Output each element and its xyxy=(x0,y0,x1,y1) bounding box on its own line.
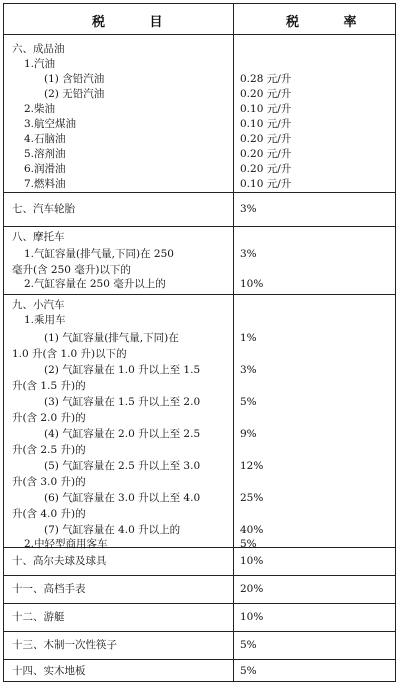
tax-item-text: 升(含 4.0 升)的 xyxy=(12,508,86,520)
tax-rate-value: 10% xyxy=(240,278,264,290)
tax-rate-value: 10% xyxy=(240,611,264,623)
tax-item-text: (6) 气缸容量在 3.0 升以上至 4.0 xyxy=(44,492,201,504)
header-item: 税 目 xyxy=(92,15,183,30)
tax-item-text: 1.乘用车 xyxy=(24,314,66,326)
tax-rate-value: 0.20 元/升 xyxy=(240,148,292,160)
tax-item-text: 2.柴油 xyxy=(24,103,56,115)
tax-rate-value: 5% xyxy=(240,396,257,408)
tax-rate-table xyxy=(3,3,396,682)
tax-item-text: 升(含 2.0 升)的 xyxy=(12,412,86,424)
tax-rate-value: 3% xyxy=(240,248,257,260)
tax-rate-value: 0.20 元/升 xyxy=(240,163,292,175)
tax-rate-value: 5% xyxy=(240,665,257,677)
tax-rate-value: 3% xyxy=(240,364,257,376)
tax-rate-value: 25% xyxy=(240,492,264,504)
tax-item-text: (3) 气缸容量在 1.5 升以上至 2.0 xyxy=(44,396,201,408)
tax-rate-value: 10% xyxy=(240,555,264,567)
tax-rate-value: 0.28 元/升 xyxy=(240,73,292,85)
tax-item-text: 十一、高档手表 xyxy=(12,583,86,595)
table-section xyxy=(4,34,395,193)
table-section xyxy=(4,226,395,295)
tax-item-text: 九、小汽车 xyxy=(12,299,65,311)
tax-rate-value: 1% xyxy=(240,332,257,344)
table-section xyxy=(4,575,395,604)
tax-item-text: (2) 气缸容量在 1.0 升以上至 1.5 xyxy=(44,364,201,376)
tax-rate-value: 3% xyxy=(240,203,257,215)
tax-item-text: 2.气缸容量在 250 毫升以上的 xyxy=(24,278,166,290)
tax-rate-value: 5% xyxy=(240,639,257,651)
tax-item-text: 7.燃料油 xyxy=(24,178,66,190)
tax-item-text: 十四、实木地板 xyxy=(12,665,86,677)
tax-item-text: 十三、木制一次性筷子 xyxy=(12,639,117,651)
tax-item-text: 升(含 1.5 升)的 xyxy=(12,380,86,392)
tax-item-text: 毫升(含 250 毫升)以下的 xyxy=(12,264,131,276)
tax-rate-value: 0.10 元/升 xyxy=(240,178,292,190)
table-section xyxy=(4,603,395,632)
tax-rate-value: 20% xyxy=(240,583,264,595)
table-section xyxy=(4,631,395,660)
tax-item-text: 6.润滑油 xyxy=(24,163,66,175)
tax-rate-value: 0.10 元/升 xyxy=(240,118,292,130)
tax-rate-value: 40% xyxy=(240,524,264,536)
tax-item-text: 十、高尔夫球及球具 xyxy=(12,555,107,567)
tax-rate-value: 5% xyxy=(240,538,257,550)
tax-item-text: 十二、游艇 xyxy=(12,611,65,623)
tax-item-text: (1) 含铅汽油 xyxy=(44,73,105,85)
tax-item-text: 升(含 2.5 升)的 xyxy=(12,444,86,456)
tax-item-text: (7) 气缸容量在 4.0 升以上的 xyxy=(44,524,181,536)
tax-item-text: 六、成品油 xyxy=(12,43,65,55)
table-section xyxy=(4,192,395,227)
tax-item-text: 1.汽油 xyxy=(24,58,56,70)
tax-item-text: 4.石脑油 xyxy=(24,133,66,145)
tax-rate-value: 0.20 元/升 xyxy=(240,133,292,145)
tax-item-text: 2.中轻型商用客车 xyxy=(24,538,108,550)
table-section xyxy=(4,659,395,683)
tax-item-text: 1.0 升(含 1.0 升)以下的 xyxy=(12,348,127,360)
tax-item-text: (1) 气缸容量(排气量,下同)在 xyxy=(44,332,179,344)
tax-item-text: 5.溶剂油 xyxy=(24,148,66,160)
tax-rate-value: 0.20 元/升 xyxy=(240,88,292,100)
header-rate: 税 率 xyxy=(286,15,377,30)
tax-rate-value: 12% xyxy=(240,460,264,472)
table-header xyxy=(4,4,395,35)
tax-item-text: 升(含 3.0 升)的 xyxy=(12,476,86,488)
tax-item-text: 八、摩托车 xyxy=(12,231,65,243)
table-section xyxy=(4,294,395,548)
tax-rate-value: 0.10 元/升 xyxy=(240,103,292,115)
tax-item-text: 3.航空煤油 xyxy=(24,118,77,130)
tax-item-text: (5) 气缸容量在 2.5 升以上至 3.0 xyxy=(44,460,201,472)
tax-item-text: (4) 气缸容量在 2.0 升以上至 2.5 xyxy=(44,428,201,440)
tax-item-text: (2) 无铅汽油 xyxy=(44,88,105,100)
tax-rate-value: 9% xyxy=(240,428,257,440)
tax-item-text: 1.气缸容量(排气量,下同)在 250 xyxy=(24,248,174,260)
table-section xyxy=(4,547,395,576)
tax-item-text: 七、汽车轮胎 xyxy=(12,203,75,215)
